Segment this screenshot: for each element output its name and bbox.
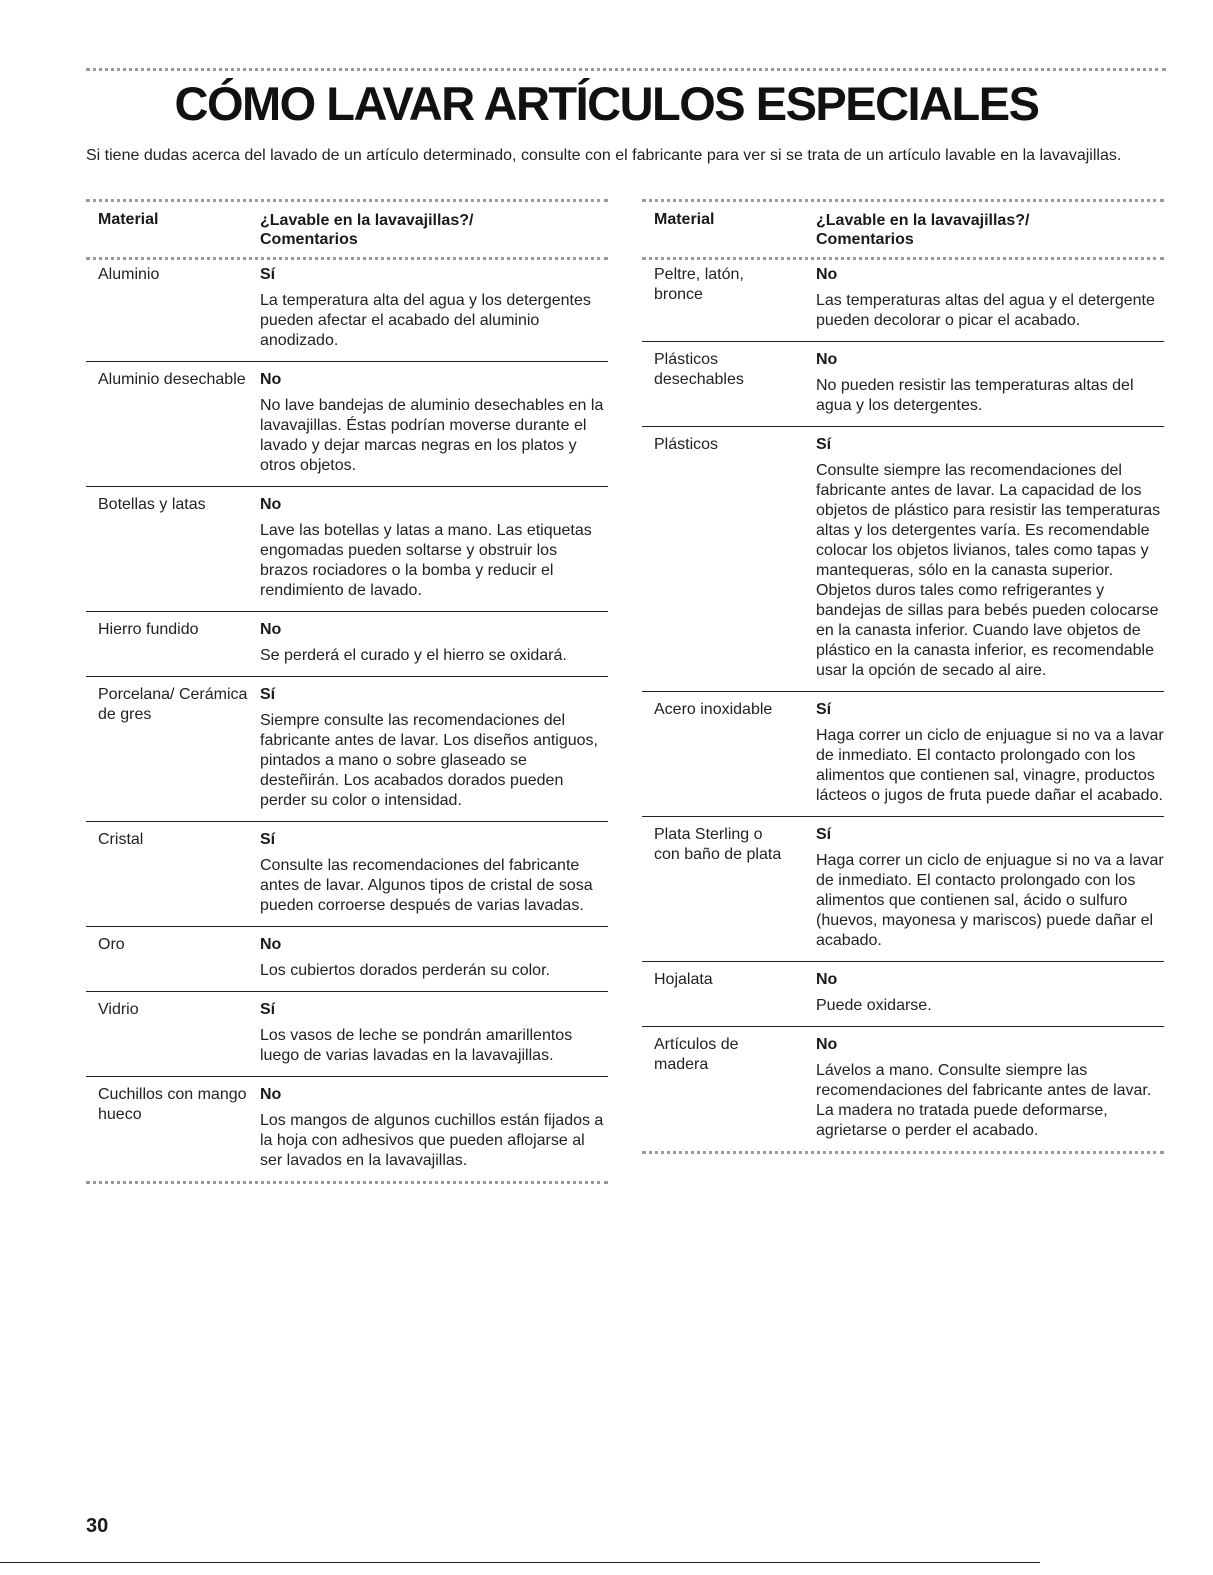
material-name: Hojalata [654, 971, 713, 988]
table-row [86, 257, 608, 361]
material-name: Botellas y latas [98, 496, 206, 513]
bottom-rule [0, 1562, 1040, 1563]
material-name: Vidrio [98, 1001, 139, 1018]
comment: Los mangos de algunos cuchillos están fijados a la hoja con adhesivos que pueden aflojarse al ser lavados en la lavavajillas. [260, 1112, 604, 1169]
table-row [86, 821, 608, 926]
verdict: No [816, 1036, 838, 1053]
verdict: No [816, 266, 838, 283]
material-name: Cuchillos con mango hueco [98, 1086, 247, 1123]
verdict: No [816, 351, 838, 368]
table-row [642, 341, 1164, 426]
comment: Se perderá el curado y el hierro se oxidará. [260, 647, 567, 664]
verdict: No [260, 496, 282, 513]
comment: Las temperaturas altas del agua y el detergente pueden decolorar o picar el acabado. [816, 292, 1155, 329]
comment: Consulte siempre las recomendaciones del fabricante antes de lavar. La capacidad de los objetos de plástico para resistir las temperaturas altas y los detergentes varía. Es recomendable colocar los objetos livianos, tales como tapas y mantequeras, sólo en la canasta superior. Objetos duros tales como refrigerantes y bandejas de sillas para bebés pueden colocarse en la canasta inferior. Cuando lave objetos de plástico en la canasta inferior, es recomendable usar la opción de secado al aire. [816, 462, 1161, 679]
verdict: No [816, 971, 838, 988]
comment: Siempre consulte las recomendaciones del fabricante antes de lavar. Los diseños antiguos, pintados a mano o sobre glaseado se desteñirán. Los acabados dorados pueden perder su color o intensidad. [260, 712, 598, 809]
comment: Haga correr un ciclo de enjuague si no va a lavar de inmediato. El contacto prolongado con los alimentos que contienen sal, vinagre, productos lácteos o jugos de fruta puede dañar el acabado. [816, 727, 1164, 804]
material-name: Peltre, latón, bronce [654, 266, 744, 303]
header-washable-line2: Comentarios [260, 231, 358, 248]
table-row [642, 961, 1164, 1026]
table-row [642, 691, 1164, 816]
table-row [642, 257, 1164, 341]
material-name: Oro [98, 936, 125, 953]
table-row [86, 486, 608, 611]
header-washable [260, 211, 473, 249]
table-row [86, 611, 608, 676]
table-row [86, 676, 608, 821]
right-table-body [642, 257, 1164, 1151]
material-name: Plásticos [654, 436, 719, 453]
verdict: No [260, 936, 282, 953]
verdict: Sí [260, 1001, 276, 1018]
table-header [642, 195, 1164, 257]
table-row [642, 1026, 1164, 1151]
material-name: Artículos de madera [654, 1036, 739, 1073]
header-material: Material [654, 211, 715, 228]
verdict: Sí [260, 686, 276, 703]
header-washable-line1: ¿Lavable en la lavavajillas?/ [816, 212, 1030, 229]
material-name: Aluminio desechable [98, 371, 246, 388]
right-table [642, 195, 1164, 1151]
material-name: Plásticos desechables [654, 351, 744, 388]
material-name: Acero inoxidable [654, 701, 773, 718]
verdict: Sí [260, 266, 276, 283]
material-name: Plata Sterling o con baño de plata [654, 826, 782, 863]
verdict: Sí [816, 826, 832, 843]
verdict: Sí [816, 701, 832, 718]
material-name: Aluminio [98, 266, 160, 283]
verdict: No [260, 371, 282, 388]
verdict: No [260, 621, 282, 638]
table-row [86, 361, 608, 486]
comment: Consulte las recomendaciones del fabricante antes de lavar. Algunos tipos de cristal de sosa pueden corroerse después de varias lavadas. [260, 857, 593, 914]
header-washable-line1: ¿Lavable en la lavavajillas?/ [260, 212, 474, 229]
comment: Los cubiertos dorados perderán su color. [260, 962, 550, 979]
intro-text: Si tiene dudas acerca del lavado de un artículo determinado, consulte con el fabricante para ver si se trata de un artículo lavable en la lavavajillas. [86, 147, 1122, 164]
verdict: Sí [816, 436, 832, 453]
material-name: Porcelana/ Cerámica de gres [98, 686, 248, 723]
table-header [86, 195, 608, 257]
table-row [642, 816, 1164, 961]
comment: Haga correr un ciclo de enjuague si no va a lavar de inmediato. El contacto prolongado con los alimentos que contienen sal, ácido o sulfuro (huevos, mayonesa y mariscos) puede dañar el acabado. [816, 852, 1164, 949]
table-row [642, 426, 1164, 691]
table-bottom-dotted-rule [642, 1151, 1164, 1154]
header-material: Material [98, 211, 159, 228]
header-washable-line2: Comentarios [816, 231, 914, 248]
comment: No lave bandejas de aluminio desechables en la lavavajillas. Éstas podrían moverse durante el lavado y dejar marcas negras en los platos y otros objetos. [260, 397, 604, 474]
table-bottom-dotted-rule [86, 1181, 608, 1184]
material-name: Cristal [98, 831, 144, 848]
material-name: Hierro fundido [98, 621, 199, 638]
comment: Puede oxidarse. [816, 997, 932, 1014]
comment: Lave las botellas y latas a mano. Las etiquetas engomadas pueden soltarse y obstruir los brazos rociadores o la bomba y reducir el rendimiento de lavado. [260, 522, 592, 599]
page-number: 30 [86, 1515, 109, 1537]
header-washable [816, 211, 1029, 249]
comment: Los vasos de leche se pondrán amarillentos luego de varias lavadas en la lavavajillas. [260, 1027, 573, 1064]
table-row [86, 926, 608, 991]
verdict: No [260, 1086, 282, 1103]
page-title: CÓMO LAVAR ARTÍCULOS ESPECIALES [174, 77, 1039, 130]
verdict: Sí [260, 831, 276, 848]
table-row [86, 991, 608, 1076]
table-row [86, 1076, 608, 1181]
left-table-body [86, 257, 608, 1181]
comment: No pueden resistir las temperaturas altas del agua y los detergentes. [816, 377, 1134, 414]
top-dotted-rule [86, 68, 1166, 71]
left-table [86, 195, 608, 1181]
comment: La temperatura alta del agua y los detergentes pueden afectar el acabado del aluminio anodizado. [260, 292, 591, 349]
comment: Lávelos a mano. Consulte siempre las recomendaciones del fabricante antes de lavar. La madera no tratada puede deformarse, agrietarse o perder el acabado. [816, 1062, 1152, 1139]
